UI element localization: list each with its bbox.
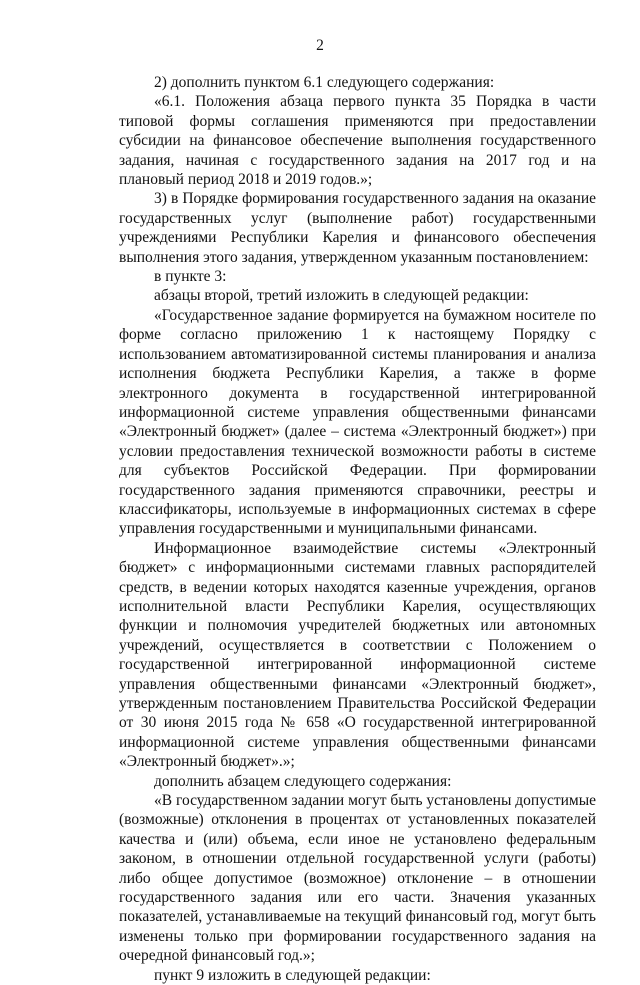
document-body [119,73,596,985]
paragraph-point-3: в пункте 3: [154,268,227,286]
paragraph-item-3-intro: 3) в Порядке формирования государственного задания на оказание государственных услуг (выполнение работ) государственными учреждениями Республики Карелия и финансового обеспечения выполнения этого задания, утвержденном указанным постановлением: [119,190,596,266]
paragraph-add-abzats: дополнить абзацем следующего содержания: [154,772,452,790]
paragraph-state-task-formation: «Государственное задание формируется на бумажном носителе по форме согласно приложению 1 к настоящему Порядку с использованием автоматизированной системы планирования и анализа исполнения бюджета Республики Карелия, а также в форме электронного документа в государственной интегрированной информационной системе управления общественными финансами «Электронный бюджет» (далее – система «Электронный бюджет») при условии предоставления технической возможности работы в системе для субъектов Российской Федерации. При формировании государственного задания применяются справочники, реестры и классификаторы, используемые в информационных системах в сфере управления государственными и муниципальными финансами. [119,306,596,538]
paragraph-allowed-deviations: «В государственном задании могут быть установлены допустимые (возможные) отклонения в процентах от установленных показателей качества и (или) объема, если иное не установлено федеральным законом, в отношении отдельной государственной услуги (работы) либо общее допустимое (возможное) отклонение – в отношении государственного задания или его части. Значения указанных показателей, устанавливаемые на текущий финансовый год, могут быть изменены только при формировании государственного задания на очередной финансовый год.»; [119,792,596,965]
paragraph-point-9: пункт 9 изложить в следующей редакции: [154,966,431,984]
paragraph-abzats-instruction: абзацы второй, третий изложить в следующей редакции: [154,287,529,305]
paragraph-item-2-intro: 2) дополнить пунктом 6.1 следующего содержания: [154,74,495,91]
page-number: 2 [316,37,324,54]
paragraph-clause-6-1: «6.1. Положения абзаца первого пункта 35 Порядка в части типовой формы соглашения применяются при предоставлении субсидии на финансовое обеспечение выполнения государственного задания, начиная с государственного задания на 2017 год и на плановый период 2018 и 2019 годов.»; [119,93,596,189]
paragraph-information-interaction: Информационное взаимодействие системы «Электронный бюджет» с информационными системами главных распорядителей средств, в ведении которых находятся казенные учреждения, органов исполнительной власти Республики Карелия, осуществляющих функции и полномочия учредителей бюджетных или автономных учреждений, осуществляется в соответствии с Положением о государственной интегрированной информационной системе управления общественными финансами «Электронный бюджет», утвержденным постановлением Правительства Российской Федерации от 30 июня 2015 года № 658 «О государственной интегрированной информационной системе управления общественными финансами «Электронный бюджет».»; [119,539,596,771]
